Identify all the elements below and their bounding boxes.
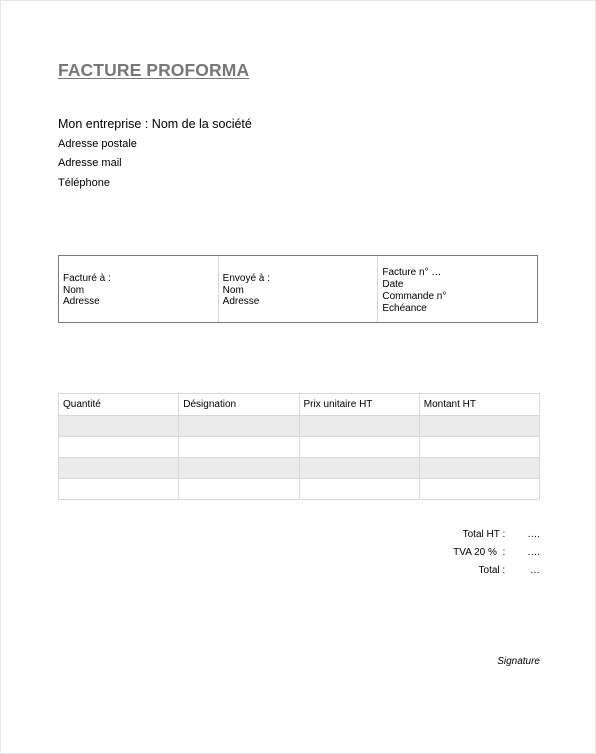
billed-to-heading: Facturé à : [63, 273, 111, 284]
email-address: Adresse mail [58, 157, 122, 169]
table-cell [59, 437, 179, 458]
invoice-date: Date [382, 279, 404, 290]
vat-row [453, 547, 540, 558]
table-cell [419, 458, 539, 479]
table-row [59, 437, 540, 458]
header-unit-price: Prix unitaire HT [299, 394, 419, 416]
billing-info-box [58, 255, 538, 323]
table-cell [59, 458, 179, 479]
table-row [59, 416, 540, 437]
sent-to-address: Adresse [222, 296, 260, 307]
table-cell [299, 437, 419, 458]
signature-label: Signature [497, 656, 540, 667]
table-cell [179, 416, 299, 437]
table-cell [179, 458, 299, 479]
sent-to-name: Nom [222, 284, 244, 296]
header-designation: Désignation [179, 394, 299, 416]
total-ht-row [463, 529, 540, 540]
due-date: Echéance [382, 303, 427, 314]
vat-value: …. [527, 547, 540, 558]
postal-address: Adresse postale [58, 138, 137, 150]
table-cell [179, 479, 299, 500]
table-cell [299, 416, 419, 437]
total-ht-label: Total HT : [462, 529, 506, 540]
document-title: FACTURE PROFORMA [58, 60, 250, 80]
table-header-row [59, 394, 540, 416]
billed-to-name: Nom [63, 284, 85, 296]
table-cell [299, 479, 419, 500]
header-amount: Montant HT [419, 394, 539, 416]
grand-total-row [479, 565, 540, 576]
billed-to-column [59, 256, 218, 322]
table-cell [59, 416, 179, 437]
table-row [59, 479, 540, 500]
grand-total-value: … [530, 565, 540, 576]
sent-to-heading: Envoyé à : [222, 273, 270, 284]
table-cell [419, 437, 539, 458]
vat-label: TVA 20 % : [453, 547, 506, 558]
billed-to-address: Adresse [63, 296, 100, 307]
table-row [59, 458, 540, 479]
header-quantity: Quantité [59, 394, 179, 416]
grand-total-label: Total : [478, 565, 506, 576]
invoice-number: Facture n° … [382, 267, 442, 278]
table-cell [59, 479, 179, 500]
table-cell [419, 479, 539, 500]
table-cell [179, 437, 299, 458]
phone-number: Téléphone [58, 177, 110, 189]
sent-to-column [218, 256, 378, 322]
table-cell [299, 458, 419, 479]
order-number: Commande n° [382, 291, 447, 302]
table-cell [419, 416, 539, 437]
items-table [58, 393, 540, 500]
total-ht-value: …. [527, 529, 540, 540]
company-name: Mon entreprise : Nom de la société [58, 117, 252, 131]
invoice-details-column [377, 256, 537, 322]
